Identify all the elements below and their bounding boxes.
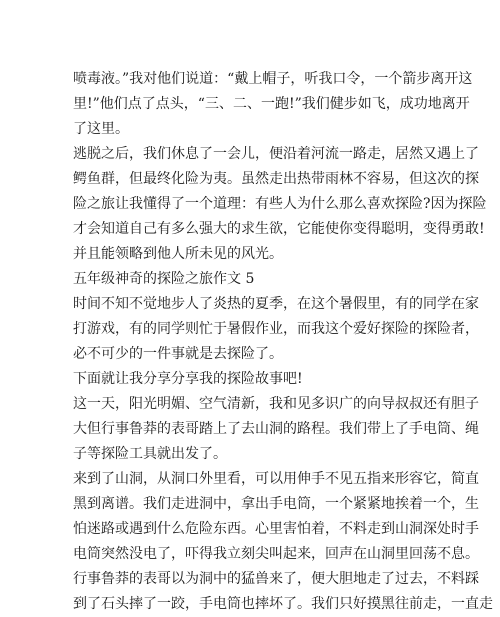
text-line: 打游戏，有的同学则忙于暑假作业，而我这个爱好探险的探险者，: [73, 321, 479, 337]
text-line: 里!”他们点了点头，“三、二、一跑!”我们健步如飞，成功地离开: [73, 96, 470, 112]
text-line: 喷毒液。”我对他们说道：“戴上帽子，听我口令，一个箭步离开这: [73, 71, 473, 87]
text-line: 子等探险工具就出发了。: [73, 446, 227, 462]
text-line: 才会知道自己有多么强大的求生欲，它能使你变得聪明，变得勇敢!: [73, 221, 485, 237]
text-line: 了这里。: [73, 121, 129, 137]
text-line: 黑到离谱。我们走进洞中，拿出手电筒，一个紧紧地挨着一个，生: [73, 496, 479, 512]
section-heading: 五年级神奇的探险之旅作文 5: [73, 271, 255, 287]
text-line: 电筒突然没电了，吓得我立刻尖叫起来，回声在山洞里回荡不息。: [73, 546, 479, 562]
text-line: 逃脱之后，我们休息了一会儿，便沿着河流一路走，居然又遇上了: [73, 146, 479, 162]
text-line: 大但行事鲁莽的表哥踏上了去山洞的路程。我们带上了手电筒、绳: [73, 421, 479, 437]
text-line: 下面就让我分享分享我的探险故事吧!: [73, 371, 303, 387]
text-line: 并且能领略到他人所未见的风光。: [73, 246, 283, 262]
text-line: 时间不知不觉地步人了炎热的夏季，在这个暑假里，有的同学在家: [73, 296, 479, 312]
text-line: 险之旅让我懂得了一个道理：有些人为什么那么喜欢探险?因为探险: [73, 196, 487, 212]
text-line: 必不可少的一件事就是去探险了。: [73, 346, 283, 362]
text-line: 来到了山洞，从洞口外里看，可以用伸手不见五指来形容它，简直: [73, 471, 479, 487]
text-line: 这一天，阳光明媚、空气清新，我和见多识广的向导叔叔还有胆子: [73, 396, 479, 412]
document-body: [73, 67, 493, 617]
text-line: 到了石头摔了一跤，手电筒也摔坏了。我们只好摸黑往前走，一直走: [73, 596, 493, 612]
text-line: 怕迷路或遇到什么危险东西。心里害怕着，不料走到山洞深处时手: [73, 521, 479, 537]
text-line: 鳄鱼群，但最终化险为夷。虽然走出热带雨林不容易，但这次的探: [73, 171, 479, 187]
text-line: 行事鲁莽的表哥以为洞中的猛兽来了，便大胆地走了过去，不料踩: [73, 571, 479, 587]
